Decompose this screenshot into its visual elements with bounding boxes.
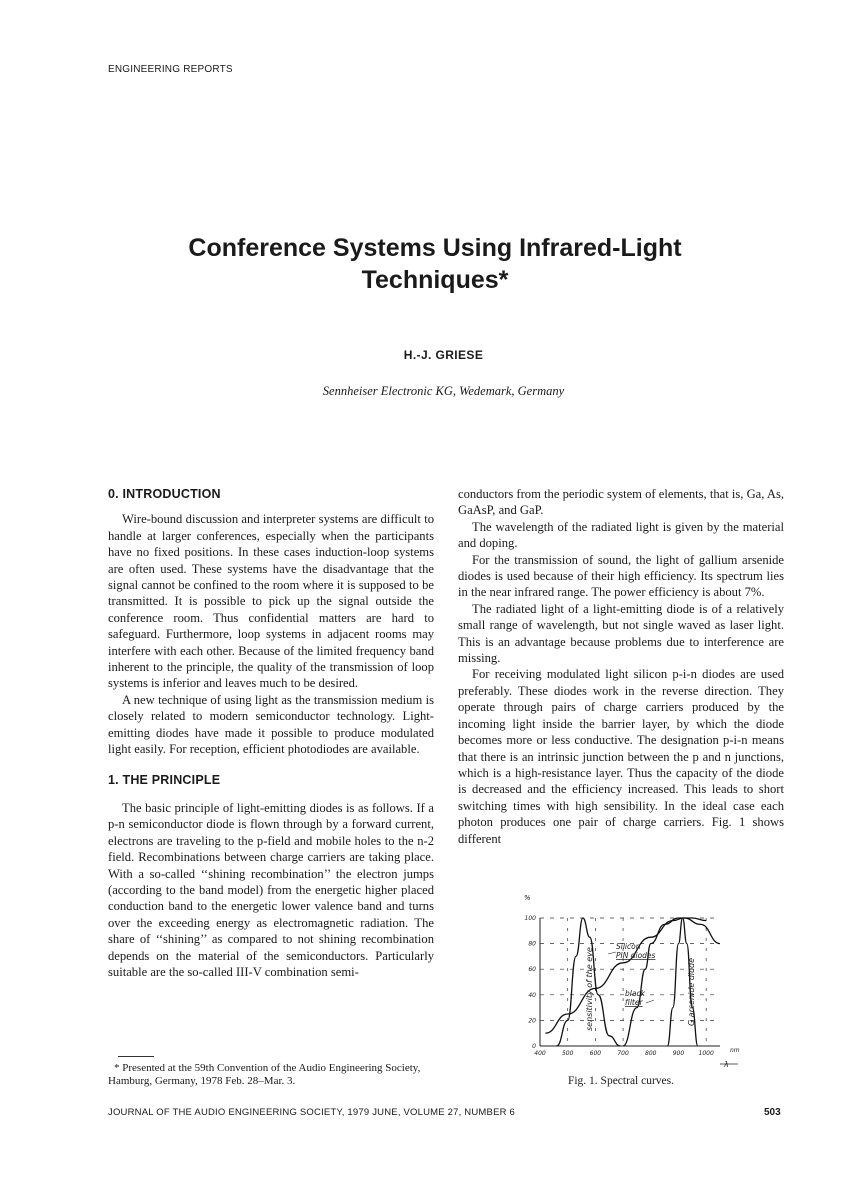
y-tick-label: 40 — [528, 991, 536, 999]
section-heading-principle: 1. THE PRINCIPLE — [108, 772, 221, 787]
section-heading-introduction: 0. INTRODUCTION — [108, 487, 221, 501]
page-number: 503 — [764, 1107, 781, 1118]
x-tick-label: 1000 — [698, 1050, 714, 1057]
label-leader-filter — [646, 1000, 654, 1003]
x-tick-label: 900 — [672, 1050, 685, 1057]
x-tick-label: 500 — [561, 1050, 574, 1057]
paragraph: Wire-bound discussion and interpreter systems are difficult to handle at larger conferences, especially when the participants have no fixed positions. In these cases induction-loop systems are often used. These systems have the disadvantage that the signal cannot be confined to the room where it is supposed to be transmitted. It is possible to pick up the signal outside the conference room. Thus confidential matters are hard to safeguard. Furthermore, loop systems in adjacent rooms may interfere with each other. Because of the limited frequency band inherent to the principle, the quality of the transmission of loop systems is inferior and leaves much to be desired. — [108, 512, 434, 691]
journal-footer: JOURNAL OF THE AUDIO ENGINEERING SOCIETY, 1979 JUNE, VOLUME 27, NUMBER 6 — [108, 1107, 515, 1118]
running-head: ENGINEERING REPORTS — [108, 64, 233, 75]
x-tick-label: 700 — [617, 1050, 629, 1057]
label-black: black — [625, 989, 645, 998]
figure-spectral-curves — [512, 888, 772, 1068]
label-pin-diodes: PIN diodes — [616, 951, 656, 960]
x-unit-label: nm — [730, 1047, 740, 1054]
spectral-curves-chart — [512, 888, 772, 1068]
label-silicon: Silicon — [616, 942, 641, 951]
x-tick-label: 600 — [589, 1050, 602, 1057]
paragraph: For receiving modulated light silicon p-i-n diodes are used preferably. These diodes work in the reverse direction. They operate through pairs of charge carriers produced by the incoming light inside the barrier layer, by which the diode becomes more or less conductive. The designation p-i-n means that there is an intrinsic junction between the p and n junctions, which is a high-resistance layer. Thus the capacity of the diode is decreased and the efficiency increased. This leads to short switching times with high sensibility. In the ideal case each photon produces one pair of charge carriers. Fig. 1 shows different — [458, 667, 784, 846]
article-title: Conference Systems Using Infrared-Light Techniques* — [188, 234, 682, 294]
paragraph: The basic principle of light-emitting diodes is as follows. If a p-n semiconductor diode is flown through by a forward current, electrons are traveling to the p-field and mobile holes to the n-2 field. Recombinations between charge carriers are taking place. With a so-called ‘‘shining recombination’’ the electron jumps (according to the band model) from the energetic higher placed conduction band to the energetic lower valence band and turns over the exceeding energy as electromagnetic radiation. The share of ‘‘shining’’ as compared to not shining recombination depends on the material of the semiconductors. Particularly suitable are the so-called III-V combination semi- — [108, 800, 434, 979]
paragraph: A new technique of using light as the transmission medium is closely related to modern semiconductor technology. Light-emitting diodes have made it possible to produce modulated light easily. For reception, efficient photodiodes are available. — [108, 692, 434, 757]
right-column — [458, 486, 784, 847]
x-symbol: λ — [724, 1060, 729, 1068]
paragraph: For the transmission of sound, the light of gallium arsenide diodes is used because of their high efficiency. Its spectrum lies in the near infrared range. The power efficiency is about 7%. — [458, 552, 784, 600]
paragraph: The radiated light of a light-emitting diode is of a relatively small range of wavelength, but not single waved as laser light. This is an advantage because problems due to interference are missing. — [458, 601, 784, 666]
label-gaas-diode: G arsenide diode — [687, 957, 696, 1026]
y-tick-label: 100 — [524, 915, 536, 922]
x-tick-label: 400 — [534, 1050, 546, 1057]
label-filter: filter — [625, 998, 643, 1007]
label-leader-silicon — [608, 952, 616, 954]
footnote: * Presented at the 59th Convention of the Audio Engineering Society, Hamburg, Germany, 1978 Feb. 28–Mar. 3. — [108, 1062, 421, 1087]
y-tick-label: 80 — [528, 940, 536, 948]
y-tick-label: 20 — [528, 1017, 536, 1025]
paragraph: conductors from the periodic system of elements, that is, Ga, As, GaAsP, and GaP. — [458, 487, 784, 518]
footnote-divider — [118, 1056, 154, 1057]
paragraph: The wavelength of the radiated light is given by the material and doping. — [458, 519, 784, 551]
author-affiliation: Sennheiser Electronic KG, Wedemark, Germany — [322, 384, 565, 398]
label-eye-sensitivity: sensitivity of the eye — [585, 947, 594, 1031]
y-unit-label: % — [524, 894, 531, 902]
y-tick-label: 0 — [532, 1043, 536, 1050]
y-tick-label: 60 — [528, 966, 536, 974]
figure-caption: Fig. 1. Spectral curves. — [567, 1075, 675, 1087]
x-tick-label: 800 — [645, 1050, 657, 1057]
left-column — [108, 486, 434, 980]
author-name: H.-J. GRIESE — [403, 348, 484, 362]
